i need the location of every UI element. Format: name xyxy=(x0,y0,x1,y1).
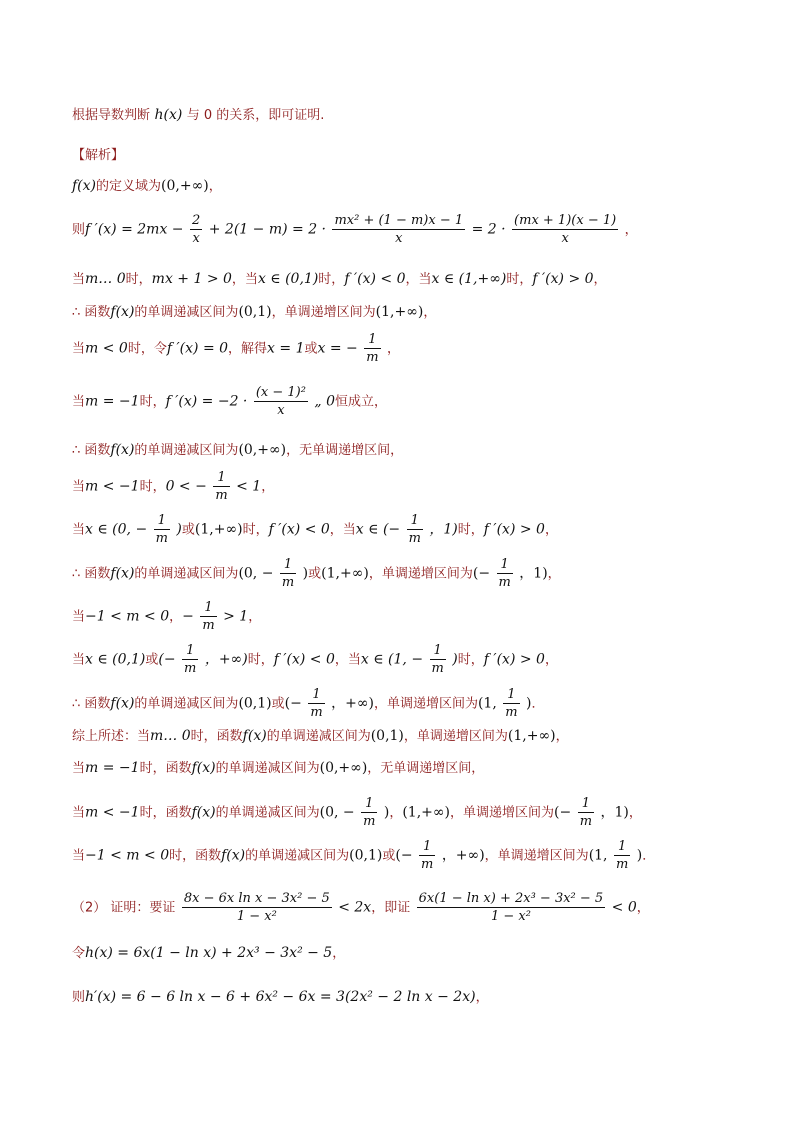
math-or-text-fragment: < 1 xyxy=(236,478,262,495)
math-or-text-fragment: m xyxy=(215,488,228,503)
math-or-text-fragment: f(x) xyxy=(110,695,135,712)
math-or-text-fragment: 的定义域为 xyxy=(96,179,162,194)
math-or-text-fragment: m < −1 xyxy=(85,478,140,495)
math-or-text-fragment: 的单调递减区间为 xyxy=(134,443,239,458)
math-or-text-fragment: (1,+∞) xyxy=(402,804,451,821)
summary-line-3 xyxy=(72,795,642,830)
math-or-text-fragment: ，解得 xyxy=(228,341,268,357)
math: h(x) xyxy=(154,107,183,123)
math-or-text-fragment: 时， xyxy=(318,272,345,287)
math-or-text-fragment: ，1) xyxy=(600,804,629,821)
math-or-text-fragment: ， xyxy=(261,479,275,495)
math-or-text-fragment: ∴ 函数 xyxy=(72,305,111,320)
math-or-text-fragment: 时，令 xyxy=(127,341,167,357)
math-or-text-fragment: f(x) xyxy=(191,760,216,776)
math-or-text-fragment: 0 < − xyxy=(165,478,207,495)
math-or-text-fragment: (0,+∞) xyxy=(238,442,287,458)
math-or-text-fragment: f(x) xyxy=(242,728,267,744)
math-or-text-fragment: x ∈ (0,1) xyxy=(85,651,146,668)
math-or-text-fragment: 1 xyxy=(407,512,423,530)
fraction xyxy=(190,212,202,247)
math-or-text-fragment: m xyxy=(408,531,421,546)
heading-text: 【解析】 xyxy=(72,148,125,163)
math-or-text-fragment: mx + 1 > 0 xyxy=(151,271,232,287)
math-or-text-fragment: (0, − xyxy=(238,565,274,582)
math-or-text-fragment: ，当 xyxy=(329,522,356,538)
math-or-text-fragment: 1 xyxy=(280,556,296,574)
case-m-minus-one xyxy=(72,384,387,419)
math-or-text-fragment: ，+∞) xyxy=(331,695,374,712)
math-or-text-fragment: ，单调递增区间为 xyxy=(484,848,589,864)
math-or-text-fragment: ) xyxy=(302,565,309,582)
math-or-text-fragment: f(x) xyxy=(221,847,246,864)
fraction xyxy=(578,795,594,830)
math-or-text-fragment: x xyxy=(277,403,285,418)
h-derivative-line xyxy=(72,988,489,1007)
math-or-text-fragment: 时，函数 xyxy=(139,761,192,776)
math-or-text-fragment: 1 xyxy=(419,838,435,856)
math-or-text-fragment: 或 xyxy=(271,696,285,712)
math-or-text-fragment: f ′(x) < 0 xyxy=(344,271,406,287)
math-or-text-fragment: m xyxy=(431,661,444,676)
math-or-text-fragment: 1 xyxy=(213,469,229,487)
math-or-text-fragment: 或 xyxy=(382,848,396,864)
fraction xyxy=(361,795,377,830)
monotone-line-1 xyxy=(72,303,436,322)
fraction xyxy=(254,384,308,419)
math-or-text-fragment: ∴ 函数 xyxy=(72,566,111,582)
math-or-text-fragment: ) xyxy=(636,847,643,864)
math-or-text-fragment: x ∈ (− xyxy=(355,521,401,538)
math-or-text-fragment: 当 xyxy=(72,761,86,776)
math-or-text-fragment: m… 0 xyxy=(85,271,126,287)
math-or-text-fragment: 当 xyxy=(72,522,86,538)
math-or-text-fragment: ， xyxy=(544,652,558,668)
math-or-text-fragment: ， xyxy=(248,609,262,625)
math-or-text-fragment: (0,+∞) xyxy=(161,178,209,194)
math-or-text-fragment: 1 − x² xyxy=(236,909,277,924)
math-or-text-fragment: 的单调递减区间为 xyxy=(215,761,320,776)
math-or-text-fragment: m xyxy=(505,705,518,720)
math-or-text-fragment: （2） 证明：要证 xyxy=(72,900,176,916)
math-or-text-fragment: ， xyxy=(593,272,607,287)
math-or-text-fragment: „ 0 xyxy=(314,393,336,410)
monotone-line-3 xyxy=(72,556,561,591)
math-or-text-fragment: (1,+∞) xyxy=(507,728,556,744)
math-or-text-fragment: ，无单调递增区间， xyxy=(286,443,404,458)
math-or-text-fragment: f ′(x) = 2mx − xyxy=(85,221,184,238)
math-or-text-fragment: f(x) xyxy=(110,565,135,582)
math-or-text-fragment: x xyxy=(395,231,403,246)
math-or-text-fragment: −1 < m < 0 xyxy=(85,847,170,864)
math-or-text-fragment: ∴ 函数 xyxy=(72,696,111,712)
math-or-text-fragment: x xyxy=(561,231,569,246)
math-or-text-fragment: ， xyxy=(208,179,222,194)
math-or-text-fragment: f ′(x) < 0 xyxy=(273,651,335,668)
math-or-text-fragment: f ′(x) = −2 · xyxy=(165,393,248,410)
summary-line-4 xyxy=(72,838,655,873)
case-m-negative xyxy=(72,331,400,366)
domain-line xyxy=(72,177,222,196)
fraction xyxy=(407,512,423,547)
math-or-text-fragment: m < −1 xyxy=(85,804,140,821)
math-or-text-fragment: ． xyxy=(531,696,545,712)
math-or-text-fragment: ， xyxy=(544,522,558,538)
math-or-text-fragment: 的单调递减区间为 xyxy=(215,805,320,821)
math-or-text-fragment: ， xyxy=(547,566,561,582)
math-or-text-fragment: ，1) xyxy=(519,565,548,582)
fraction xyxy=(614,838,630,873)
math-or-text-fragment: f(x) xyxy=(110,442,135,458)
math-or-text-fragment: 2 xyxy=(192,213,201,228)
math-or-text-fragment: 时， xyxy=(457,522,484,538)
math-or-text-fragment: ，+∞) xyxy=(441,847,485,864)
math-or-text-fragment: (0, − xyxy=(319,804,355,821)
text: 与 0 的关系，即可证明. xyxy=(186,108,325,123)
fraction xyxy=(213,469,229,504)
math-or-text-fragment: 1 xyxy=(182,642,198,660)
math-or-text-fragment: f ′(x) > 0 xyxy=(532,271,594,287)
math-or-text-fragment: 1 xyxy=(308,686,324,704)
math-or-text-fragment: ， xyxy=(423,305,437,320)
math-or-text-fragment: (x − 1)² xyxy=(255,385,306,400)
math-or-text-fragment: (− xyxy=(284,695,302,712)
math-or-text-fragment: m xyxy=(498,575,511,590)
math-or-text-fragment: < 2x xyxy=(338,899,372,916)
math-or-text-fragment: 或 xyxy=(181,522,195,538)
math-or-text-fragment: f ′(x) > 0 xyxy=(483,521,545,538)
math-or-text-fragment: x xyxy=(192,231,200,246)
math-or-text-fragment: 当 xyxy=(72,805,86,821)
math-or-text-fragment: 或 xyxy=(145,652,159,668)
math-or-text-fragment: 的单调递减区间为 xyxy=(134,566,239,582)
derivative-line xyxy=(72,212,638,247)
math-or-text-fragment: ，单调递增区间为 xyxy=(373,696,478,712)
math-or-text-fragment: f(x) xyxy=(72,178,97,194)
math-or-text-fragment: (0,1) xyxy=(238,304,272,320)
case-between xyxy=(72,599,261,634)
math-or-text-fragment: f ′(x) = 0 xyxy=(166,340,229,357)
math-or-text-fragment: 1 − x² xyxy=(490,909,531,924)
text: 根据导数判断 xyxy=(72,108,151,123)
math-or-text-fragment: mx² + (1 − m)x − 1 xyxy=(334,213,464,228)
monotone-line-4 xyxy=(72,686,545,721)
math-or-text-fragment: (0,+∞) xyxy=(319,760,368,776)
math-or-text-fragment: x ∈ (0,1) xyxy=(257,271,319,287)
math-or-text-fragment: (− xyxy=(158,651,176,668)
math-or-text-fragment: − xyxy=(182,608,194,625)
math-or-text-fragment: f(x) xyxy=(110,304,135,320)
fraction xyxy=(154,512,170,547)
part-two-line xyxy=(72,890,650,925)
math-or-text-fragment: 则 xyxy=(72,222,86,238)
math-or-text-fragment: ，单调递增区间为 xyxy=(271,305,376,320)
math-or-text-fragment: (0,1) xyxy=(238,695,272,712)
math-or-text-fragment: (− xyxy=(554,804,572,821)
fraction xyxy=(280,556,296,591)
math-or-text-fragment: h′(x) = 6 − 6 ln x − 6 + 6x² − 6x = 3(2x² − 2 ln x − 2x) xyxy=(85,989,476,1005)
math-or-text-fragment: ， xyxy=(475,990,489,1005)
fraction xyxy=(417,890,606,925)
math-or-text-fragment: x = − xyxy=(317,340,358,357)
math-or-text-fragment: ，单调递增区间为 xyxy=(403,729,508,744)
math-or-text-fragment: (− xyxy=(395,847,413,864)
math-or-text-fragment: 时，函数 xyxy=(169,848,222,864)
math-or-text-fragment: 当 xyxy=(72,609,86,625)
math-or-text-fragment: ) xyxy=(452,651,458,668)
math-or-text-fragment: 时， xyxy=(457,652,484,668)
fraction xyxy=(497,556,513,591)
fraction xyxy=(308,686,324,721)
math-or-text-fragment: ． xyxy=(642,848,656,864)
math-or-text-fragment: x ∈ (1, − xyxy=(360,651,424,668)
math-or-text-fragment: 恒成立， xyxy=(335,394,388,410)
math-or-text-fragment: 当 xyxy=(72,341,86,357)
math-or-text-fragment: m xyxy=(421,857,434,872)
math-or-text-fragment: ， xyxy=(332,946,346,961)
math-or-text-fragment: ∴ 函数 xyxy=(72,443,111,458)
math-or-text-fragment: x ∈ (0, − xyxy=(85,521,148,538)
math-or-text-fragment: 当 xyxy=(72,394,86,410)
math-or-text-fragment: 或 xyxy=(308,566,322,582)
math-or-text-fragment: 时， xyxy=(247,652,274,668)
math-or-text-fragment: x = 1 xyxy=(267,340,305,357)
math-or-text-fragment: m xyxy=(155,531,168,546)
math-or-text-fragment: + 2(1 − m) = 2 · xyxy=(208,221,326,238)
math-or-text-fragment: 8x − 6x ln x − 3x² − 5 xyxy=(183,891,330,906)
fraction xyxy=(503,686,519,721)
math-or-text-fragment: ， xyxy=(389,805,403,821)
math-or-text-fragment: 的单调递减区间为 xyxy=(134,696,239,712)
math-or-text-fragment: m < 0 xyxy=(85,340,128,357)
math-or-text-fragment: ，即证 xyxy=(371,900,411,916)
math-or-text-fragment: −1 < m < 0 xyxy=(85,608,170,625)
summary-line-1 xyxy=(72,727,569,746)
intro-line xyxy=(72,106,324,125)
math-or-text-fragment: ，+∞) xyxy=(204,651,248,668)
math-or-text-fragment: m… 0 xyxy=(150,728,191,744)
math-or-text-fragment: 的单调递减区间为 xyxy=(266,729,371,744)
math-or-text-fragment: ，当 xyxy=(405,272,432,287)
math-or-text-fragment: m xyxy=(310,705,323,720)
math-or-text-fragment: (1, xyxy=(588,847,608,864)
sign-line-2 xyxy=(72,642,558,677)
math-or-text-fragment: ， xyxy=(624,222,638,238)
math-or-text-fragment: m xyxy=(615,857,629,872)
math-or-text-fragment: 1 xyxy=(364,331,380,349)
math-or-text-fragment: > 1 xyxy=(223,608,249,625)
math-or-text-fragment: (0,1) xyxy=(349,847,383,864)
fraction xyxy=(512,212,618,247)
fraction xyxy=(200,599,216,634)
math-or-text-fragment: 1 xyxy=(503,686,519,704)
math-or-text-fragment: (− xyxy=(472,565,491,582)
math-or-text-fragment: 1 xyxy=(200,599,216,617)
fraction xyxy=(332,212,465,247)
monotone-line-2 xyxy=(72,441,403,460)
math-or-text-fragment: 时， xyxy=(139,479,166,495)
math-or-text-fragment: 当 xyxy=(72,848,86,864)
math-or-text-fragment: 1 xyxy=(430,642,446,660)
math-or-text-fragment: m xyxy=(366,350,379,365)
section-heading xyxy=(72,146,124,165)
define-h-line xyxy=(72,944,345,963)
math-or-text-fragment: ， xyxy=(387,341,401,357)
math-or-text-fragment: m = −1 xyxy=(85,393,140,410)
math-or-text-fragment: = 2 · xyxy=(471,221,506,238)
math-or-text-fragment: 当 xyxy=(72,479,86,495)
fraction xyxy=(430,642,446,677)
math-or-text-fragment: 或 xyxy=(304,341,318,357)
math-or-text-fragment: ) xyxy=(526,695,532,712)
math-or-text-fragment: x ∈ (1,+∞) xyxy=(431,271,507,287)
case-m-less-minus-one xyxy=(72,469,274,504)
math-or-text-fragment: ，单调递增区间为 xyxy=(450,805,555,821)
math-or-text-fragment: ， xyxy=(636,900,650,916)
math-or-text-fragment: 1 xyxy=(497,556,513,574)
math-or-text-fragment: 1 xyxy=(361,795,377,813)
math-or-text-fragment: f(x) xyxy=(191,804,216,821)
math-or-text-fragment: 的单调递减区间为 xyxy=(245,848,350,864)
math-or-text-fragment: ) xyxy=(176,521,182,538)
math-or-text-fragment: ，当 xyxy=(334,652,361,668)
math-or-text-fragment: 时，函数 xyxy=(190,729,243,744)
math-or-text-fragment: 时， xyxy=(139,394,166,410)
math-or-text-fragment: f ′(x) > 0 xyxy=(483,651,545,668)
fraction xyxy=(419,838,435,873)
fraction xyxy=(182,642,198,677)
math-or-text-fragment: 时， xyxy=(125,272,152,287)
math-or-text-fragment: h(x) = 6x(1 − ln x) + 2x³ − 3x² − 5 xyxy=(85,945,333,961)
math-or-text-fragment: ， xyxy=(169,609,183,625)
math-or-text-fragment: (1, xyxy=(477,695,497,712)
math-or-text-fragment: f ′(x) < 0 xyxy=(268,521,330,538)
math-or-text-fragment: 令 xyxy=(72,946,86,961)
summary-line-2 xyxy=(72,759,484,778)
math-or-text-fragment: m xyxy=(579,814,593,829)
math-or-text-fragment: (1,+∞) xyxy=(321,565,369,582)
math-or-text-fragment: 6x(1 − ln x) + 2x³ − 3x² − 5 xyxy=(418,891,604,906)
math-or-text-fragment: m xyxy=(363,814,376,829)
math-or-text-fragment: 1 xyxy=(614,838,630,856)
fraction xyxy=(364,331,380,366)
math-or-text-fragment: 当 xyxy=(72,652,86,668)
math-or-text-fragment: ， xyxy=(628,805,642,821)
math-or-text-fragment: 时，函数 xyxy=(139,805,192,821)
math-or-text-fragment: 时， xyxy=(242,522,269,538)
math-or-text-fragment: 综上所述：当 xyxy=(72,729,151,744)
math-or-text-fragment: m xyxy=(184,661,197,676)
math-or-text-fragment: (1,+∞) xyxy=(375,304,424,320)
math-or-text-fragment: < 0 xyxy=(611,899,637,916)
math-or-text-fragment: ，1) xyxy=(429,521,458,538)
math-or-text-fragment: 1 xyxy=(154,512,170,530)
math-or-text-fragment: 则 xyxy=(72,990,86,1005)
math-or-text-fragment: m xyxy=(202,618,215,633)
math-or-text-fragment: 时， xyxy=(506,272,533,287)
sign-line-1 xyxy=(72,512,558,547)
case-m-nonneg xyxy=(72,270,607,289)
math-or-text-fragment: ) xyxy=(383,804,390,821)
math-or-text-fragment: (mx + 1)(x − 1) xyxy=(514,213,617,228)
fraction xyxy=(182,890,332,925)
math-or-text-fragment: (1,+∞) xyxy=(194,521,243,538)
math-or-text-fragment: ，单调递增区间为 xyxy=(368,566,473,582)
math-or-text-fragment: 的单调递减区间为 xyxy=(134,305,239,320)
math-or-text-fragment: ，当 xyxy=(231,272,258,287)
math-or-text-fragment: (0,1) xyxy=(370,728,404,744)
math-or-text-fragment: ，无单调递增区间， xyxy=(367,761,485,776)
math-or-text-fragment: m = −1 xyxy=(85,760,140,776)
math-or-text-fragment: ， xyxy=(555,729,569,744)
math-or-text-fragment: m xyxy=(281,575,295,590)
math-or-text-fragment: 1 xyxy=(578,795,594,813)
math-or-text-fragment: 当 xyxy=(72,272,86,287)
